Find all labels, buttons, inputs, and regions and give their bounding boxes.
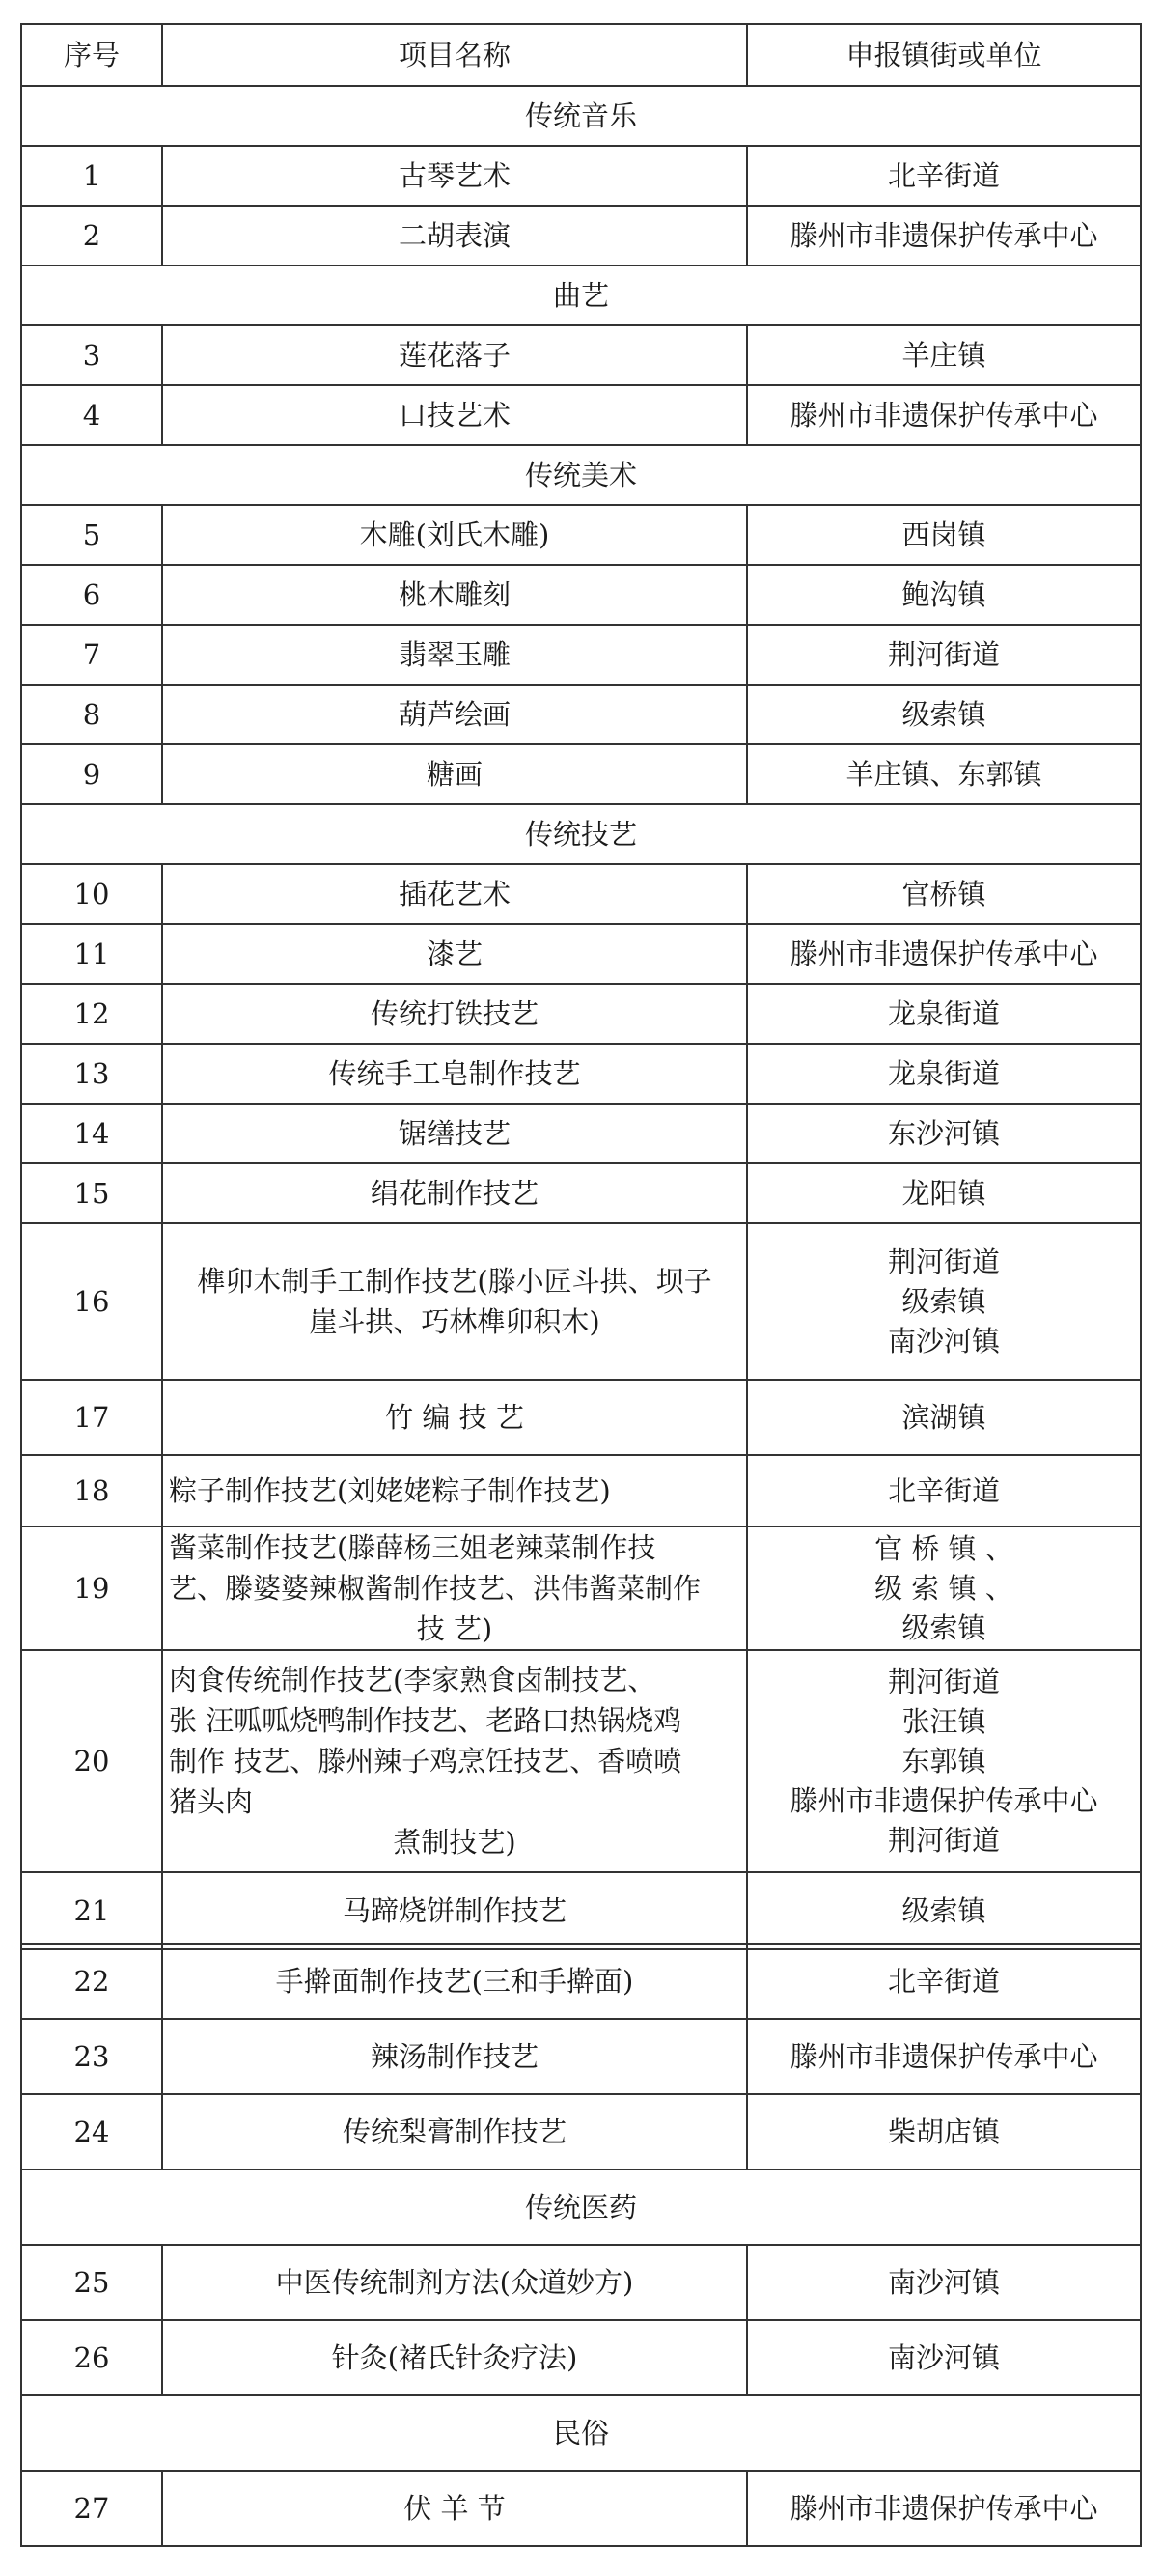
row-unit: 南沙河镇 <box>747 2245 1141 2320</box>
category-medicine: 传统医药 <box>21 2170 1141 2245</box>
unit-line: 南沙河镇 <box>887 1324 1000 1358</box>
header-no: 序号 <box>21 24 162 86</box>
table-row <box>21 685 1141 744</box>
name-line: 技 艺) <box>416 1612 493 1645</box>
row-unit: 北辛街道 <box>747 1944 1141 2019</box>
row-unit: 鲍沟镇 <box>747 565 1141 625</box>
unit-line: 官 桥 镇 、 <box>874 1531 1013 1565</box>
row-unit: 柴胡店镇 <box>747 2094 1141 2170</box>
table-row <box>21 1872 1141 1949</box>
table-row <box>21 1163 1141 1223</box>
table-row <box>21 1104 1141 1163</box>
name-line: 猪头肉 <box>169 1785 254 1818</box>
unit-line: 东郭镇 <box>901 1744 986 1778</box>
row-name: 传统打铁技艺 <box>162 984 747 1044</box>
category-folk: 民俗 <box>21 2395 1141 2471</box>
row-no: 5 <box>21 505 162 565</box>
row-no: 11 <box>21 924 162 984</box>
row-no: 24 <box>21 2094 162 2170</box>
name-line: 肉食传统制作技艺(李家熟食卤制技艺、 <box>169 1664 656 1696</box>
header-name: 项目名称 <box>162 24 747 86</box>
category-quyi: 曲艺 <box>21 266 1141 325</box>
row-unit: 龙阳镇 <box>747 1163 1141 1223</box>
name-line: 煮制技艺) <box>393 1826 516 1859</box>
table-row <box>21 505 1141 565</box>
row-unit: 北辛街道 <box>747 1455 1141 1526</box>
row-no: 20 <box>21 1650 162 1872</box>
row-name <box>162 1526 747 1650</box>
table-row <box>21 1223 1141 1380</box>
row-name: 口技艺术 <box>162 385 747 445</box>
row-unit: 南沙河镇 <box>747 2320 1141 2395</box>
category-row <box>21 804 1141 864</box>
name-line: 制作 技艺、滕州辣子鸡烹饪技艺、香喷喷 <box>169 1745 682 1778</box>
table-row <box>21 625 1141 685</box>
row-unit: 东沙河镇 <box>747 1104 1141 1163</box>
row-no: 2 <box>21 206 162 266</box>
row-name: 针灸(褚氏针灸疗法) <box>162 2320 747 2395</box>
row-unit: 西岗镇 <box>747 505 1141 565</box>
row-name: 木雕(刘氏木雕) <box>162 505 747 565</box>
row-no: 15 <box>21 1163 162 1223</box>
table-row <box>21 2320 1141 2395</box>
row-no: 19 <box>21 1526 162 1650</box>
row-unit: 龙泉街道 <box>747 984 1141 1044</box>
row-no: 9 <box>21 744 162 804</box>
row-unit: 官桥镇 <box>747 864 1141 924</box>
table-row <box>21 2471 1141 2546</box>
row-unit: 滕州市非遗保护传承中心 <box>747 206 1141 266</box>
row-no: 27 <box>21 2471 162 2546</box>
table-row <box>21 1455 1141 1526</box>
row-unit: 滨湖镇 <box>747 1380 1141 1455</box>
row-unit: 北辛街道 <box>747 146 1141 206</box>
table-row <box>21 2019 1141 2094</box>
table-row <box>21 385 1141 445</box>
table-row <box>21 2094 1141 2170</box>
row-unit: 滕州市非遗保护传承中心 <box>747 385 1141 445</box>
row-unit: 荆河街道 <box>747 625 1141 685</box>
row-no: 3 <box>21 325 162 385</box>
category-music: 传统音乐 <box>21 86 1141 146</box>
row-unit: 级索镇 <box>747 1872 1141 1949</box>
unit-line: 滕州市非遗保护传承中心 <box>789 1783 1098 1817</box>
category-row <box>21 2395 1141 2471</box>
row-name <box>162 1223 747 1380</box>
row-no: 26 <box>21 2320 162 2395</box>
row-name: 插花艺术 <box>162 864 747 924</box>
name-line: 崖斗拱、巧林榫卯积木) <box>309 1305 600 1338</box>
row-name: 锯缮技艺 <box>162 1104 747 1163</box>
row-name: 传统手工皂制作技艺 <box>162 1044 747 1104</box>
row-unit: 羊庄镇 <box>747 325 1141 385</box>
table-row <box>21 864 1141 924</box>
table-row <box>21 1044 1141 1104</box>
row-unit: 级索镇 <box>747 685 1141 744</box>
row-name: 古琴艺术 <box>162 146 747 206</box>
table-row <box>21 325 1141 385</box>
table-row <box>21 924 1141 984</box>
row-no: 22 <box>21 1944 162 2019</box>
row-no: 12 <box>21 984 162 1044</box>
row-unit <box>747 1650 1141 1872</box>
row-name: 莲花落子 <box>162 325 747 385</box>
name-line: 张 汪呱呱烧鸭制作技艺、老路口热锅烧鸡 <box>169 1704 682 1737</box>
table-row <box>21 1526 1141 1650</box>
header-unit: 申报镇街或单位 <box>747 24 1141 86</box>
row-no: 25 <box>21 2245 162 2320</box>
row-no: 18 <box>21 1455 162 1526</box>
category-row <box>21 2170 1141 2245</box>
unit-line: 级 索 镇 、 <box>874 1571 1013 1605</box>
row-name: 辣汤制作技艺 <box>162 2019 747 2094</box>
row-name: 传统梨膏制作技艺 <box>162 2094 747 2170</box>
row-no: 1 <box>21 146 162 206</box>
heritage-table-part-2 <box>20 1943 1142 2547</box>
row-name: 手擀面制作技艺(三和手擀面) <box>162 1944 747 2019</box>
row-no: 7 <box>21 625 162 685</box>
row-no: 4 <box>21 385 162 445</box>
category-art: 传统美术 <box>21 445 1141 505</box>
row-name: 绢花制作技艺 <box>162 1163 747 1223</box>
row-no: 6 <box>21 565 162 625</box>
table-row <box>21 565 1141 625</box>
row-unit: 羊庄镇、东郭镇 <box>747 744 1141 804</box>
unit-line: 荆河街道 <box>887 1245 1000 1278</box>
row-no: 16 <box>21 1223 162 1380</box>
row-name: 翡翠玉雕 <box>162 625 747 685</box>
category-row <box>21 266 1141 325</box>
row-unit <box>747 1526 1141 1650</box>
row-name: 糖画 <box>162 744 747 804</box>
row-no: 17 <box>21 1380 162 1455</box>
row-no: 14 <box>21 1104 162 1163</box>
row-unit <box>747 1223 1141 1380</box>
unit-line: 级索镇 <box>901 1610 986 1644</box>
table-row <box>21 146 1141 206</box>
table-row <box>21 984 1141 1044</box>
row-no: 10 <box>21 864 162 924</box>
category-row <box>21 86 1141 146</box>
table-row <box>21 2245 1141 2320</box>
unit-line: 荆河街道 <box>887 1823 1000 1857</box>
name-line: 艺、滕婆婆辣椒酱制作技艺、洪伟酱菜制作 <box>169 1572 702 1605</box>
category-craft: 传统技艺 <box>21 804 1141 864</box>
row-name: 伏 羊 节 <box>162 2471 747 2546</box>
name-line: 榫卯木制手工制作技艺(滕小匠斗拱、坝子 <box>197 1265 712 1298</box>
row-unit: 滕州市非遗保护传承中心 <box>747 924 1141 984</box>
table-row <box>21 206 1141 266</box>
row-name: 竹 编 技 艺 <box>162 1380 747 1455</box>
row-unit: 龙泉街道 <box>747 1044 1141 1104</box>
unit-line: 荆河街道 <box>887 1665 1000 1698</box>
row-name: 粽子制作技艺(刘姥姥粽子制作技艺) <box>162 1455 747 1526</box>
table-row <box>21 1944 1141 2019</box>
row-unit: 滕州市非遗保护传承中心 <box>747 2471 1141 2546</box>
name-line: 酱菜制作技艺(滕薛杨三姐老辣菜制作技 <box>169 1531 656 1564</box>
row-no: 21 <box>21 1872 162 1949</box>
unit-line: 张汪镇 <box>901 1704 986 1738</box>
row-unit: 滕州市非遗保护传承中心 <box>747 2019 1141 2094</box>
header-row <box>21 24 1141 86</box>
row-name: 桃木雕刻 <box>162 565 747 625</box>
row-name: 葫芦绘画 <box>162 685 747 744</box>
row-name <box>162 1650 747 1872</box>
category-row <box>21 445 1141 505</box>
row-name: 二胡表演 <box>162 206 747 266</box>
table-row <box>21 1650 1141 1872</box>
row-no: 8 <box>21 685 162 744</box>
row-name: 马蹄烧饼制作技艺 <box>162 1872 747 1949</box>
unit-line: 级索镇 <box>901 1284 986 1318</box>
heritage-table-part-1 <box>20 23 1142 1950</box>
row-name: 中医传统制剂方法(众道妙方) <box>162 2245 747 2320</box>
row-name: 漆艺 <box>162 924 747 984</box>
row-no: 13 <box>21 1044 162 1104</box>
row-no: 23 <box>21 2019 162 2094</box>
table-row <box>21 744 1141 804</box>
table-row <box>21 1380 1141 1455</box>
